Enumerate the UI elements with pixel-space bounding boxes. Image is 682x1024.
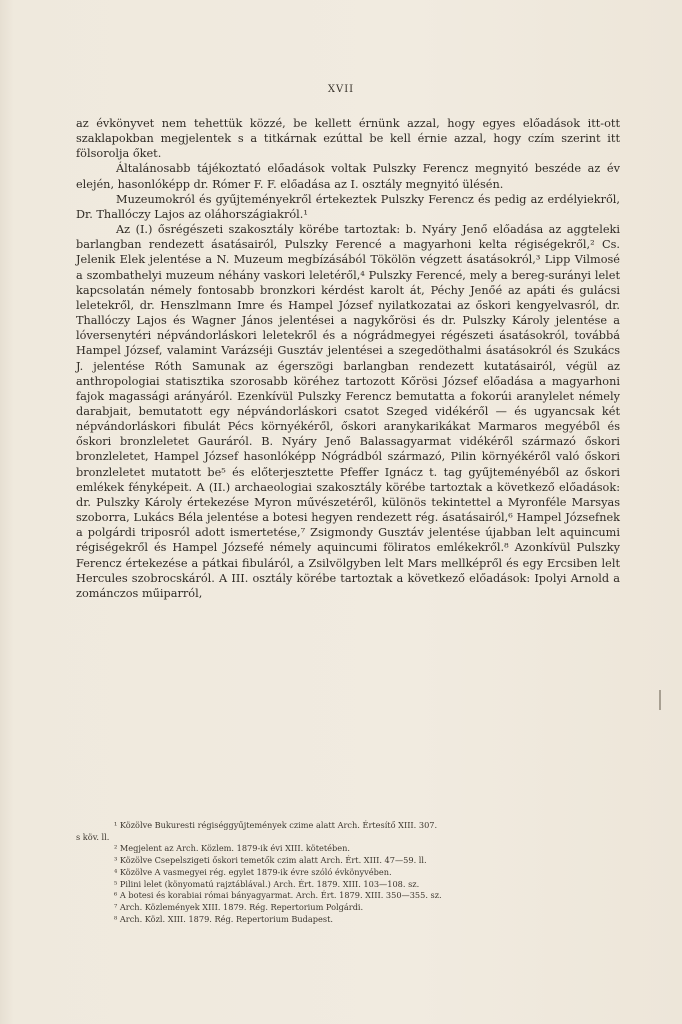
body-text (76, 116, 620, 601)
margin-mark (659, 690, 661, 710)
footnote-2: ² Megjelent az Arch. Közlem. 1879-ik évi XIII. kötetében. (114, 843, 350, 854)
footnote-4: ⁴ Közölve A vasmegyei rég. egylet 1879-ik évre szóló évkönyvében. (114, 866, 392, 877)
page-number: XVII (327, 84, 355, 95)
footnote-8: ⁸ Arch. Közl. XIII. 1879. Rég. Repertorium Budapest. (114, 913, 333, 924)
footnote-5: ⁵ Pilini lelet (könyomatú rajztáblával.) Arch. Ért. 1879. XIII. 103—108. sz. (114, 878, 420, 889)
footnote-1: ¹ Közölve Bukuresti régiséggyűjtemények czime alatt Arch. Értesítő XIII. 307. (114, 820, 438, 830)
paragraph: Általánosabb tájékoztató előadások voltak Pulszky Ferencz megnyitó beszéde az év elején, hasonlóképp dr. Rómer F. F. előadása az I. osztály megnyitó ülésén. (76, 162, 620, 191)
footnote-3: ³ Közölve Csepelszigeti őskori temetők czim alatt Arch. Ért. XIII. 47—59. ll. (114, 855, 427, 866)
paragraph: Az (I.) ősrégészeti szakosztály körébe tartoztak: b. Nyáry Jenő előadása az aggteleki barlangban rendezett ásatásairól, Pulszky Ferencé a magyarhoni kelta régiségekről,² Cs. Jelenik Elek jelentése a N. Muzeum megbízásából Tökölön végzett ásatásokról,³ Lipp Vilmosé a szombathelyi muzeum néhány vaskori leletéről,⁴ Pulszky Ferencé, mely a bereg-surányi lelet kapcsolatán némely fontosabb bronzkori kérdést karolt át, Péchy Jenőé az apáti és gulácsi leletekről, dr. Henszlmann Imre és Hampel József nyilatkozatai az őskori kengyelvasról, dr. Thallóczy Lajos és Wagner János jelentései a nagykőrösi és dr. Pulszky Károly jelentése a lóversenytéri népvándorláskori leletekről és a nógrádmegyei régészeti ásatásokról, továbbá Hampel József, valamint Varázséji Gusztáv jelentései a szegedöthalmi ásatásokról és Szukács J. jelentése Róth Samunak az égerszögi barlangban rendezett kutatásairól, végül az anthropologiai statisztika szorosabb köréhez tartozott Kőrösi József előadása a magyarhoni fajok magassági arányáról. Ezenkívül Pulszky Ferencz bemutatta a fokorúi aranylelet némely darabjait, bemutatott egy népvándorláskori csatot Szeged vidékéről — és ugyancsak két népvándorláskori fibulát Pécs környékéről, őskori aranykarikákat Marmaros megyéből és őskori bronzleletet Gauráról. B. Nyáry Jenő Balassagyarmat vidékéről származó őskori bronzleletet, Hampel József hasonlóképp Nógrádból származó, Pilin környékéről való őskori bronzleletet mutatott be⁵ és előterjesztette Pfeffer Ignácz t. tag gyűjteményéből az őskori emlékek fényképeit. A (II.) archaeologiai szakosztály körébe tartoztak a következő előadások: dr. Pulszky Károly értekezése Myron művészetéről, különös tekintettel a Myronféle Marsyas szoborra, Lukács Béla jelentése a botesi hegyen rendezett rég. ásatásairól,⁶ Hampel Józsefnek a polgárdi triposról adott ismertetése,⁷ Zsigmondy Gusztáv jelentése újabban lelt aquincumi régiségekről és Hampel Józsefé némely aquincumi föliratos emlékekről.⁸ Azonkívül Pulszky Ferencz értekezése a pátkai fibuláról, a Zsilvölgyben lelt Mars mellképről és egy Ercsiben lelt Hercules szobrocskáról. A III. osztály körébe tartoztak a következő előadások: Ipolyi Arnold a zománczos műiparról, (76, 223, 620, 600)
paragraph: az évkönyvet nem tehettük közzé, be kellett érnünk azzal, hogy egyes előadások itt-ott szaklapokban megjelentek s a titkárnak ezúttal be kell érnie azzal, hogy czím szerint itt fölsorolja őket. (76, 117, 620, 161)
footnote-1-continued: s köv. ll. (76, 831, 110, 842)
footnote-7: ⁷ Arch. Közlemények XIII. 1879. Rég. Repertorium Polgárdi. (114, 901, 364, 912)
footnote-6: ⁶ A botesi és korabiai római bányagyarmat. Arch. Ért. 1879. XIII. 350—355. sz. (114, 890, 442, 901)
footnotes (76, 820, 620, 925)
paragraph: Muzeumokról és gyűjteményekről értekeztek Pulszky Ferencz és pedig az erdélyiekről, Dr. Thallóczy Lajos az oláhországiakról.¹ (76, 192, 620, 221)
